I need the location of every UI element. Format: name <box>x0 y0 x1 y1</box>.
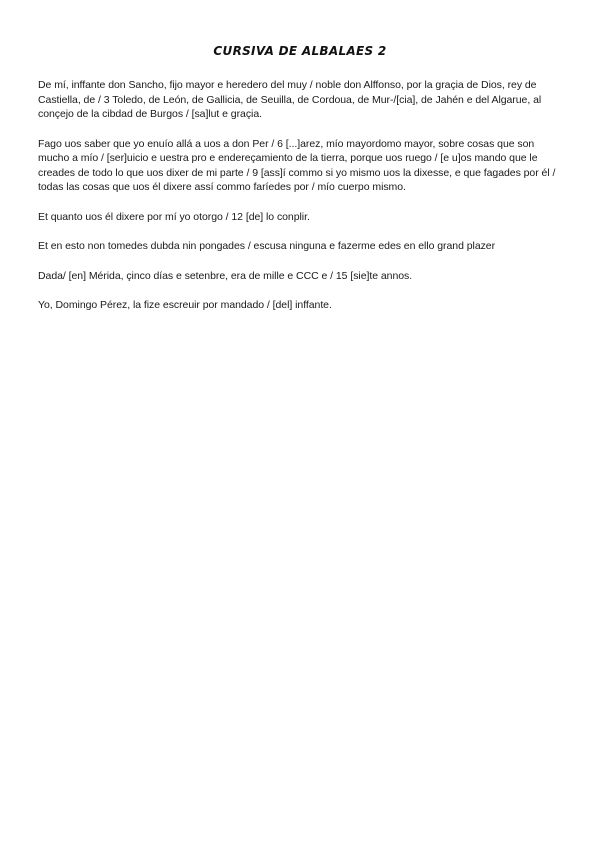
document-title: CURSIVA DE ALBALAES 2 <box>213 44 387 58</box>
paragraph-signature: Yo, Domingo Pérez, la fize escreuir por mandado / [del] inffante. <box>38 299 332 311</box>
paragraph-salutation: De mí, inffante don Sancho, fijo mayor e heredero del muy / noble don Alffonso, por la graçia de Dios, rey de Castiella, de / 3 Toledo, de León, de Gallicia, de Seuilla, de Cordoua, de Mur-/[cia], de Jahén e del Algarue, al conçejo de la cibdad de Burgos / [sa]lut e graçia. <box>38 79 542 120</box>
paragraph-body: Fago uos saber que yo enuío allá a uos a don Per / 6 [...]arez, mío mayordomo mayor, sobre cosas que son mucho a mío / [ser]uicio e uestra pro e endereçamiento de la tierra, porque uos ruego / [e u]os mando que le creades de todo lo que uos dixer de mi parte / 9 [ass]í commo si yo mismo uos la dixesse, e que fagades por él / todas las cosas que uos él dixere assí commo faríedes por / mío cuerpo mismo. <box>38 137 556 193</box>
paragraph-request: Et en esto non tomedes dubda nin pongades / escusa ninguna e fazerme edes en ello grand plazer <box>38 240 496 252</box>
paragraph-grant: Et quanto uos él dixere por mí yo otorgo / 12 [de] lo conplir. <box>38 210 310 223</box>
paragraph-date: Dada/ [en] Mérida, çinco días e setenbre, era de mille e CCC e / 15 [sie]te annos. <box>38 269 413 282</box>
